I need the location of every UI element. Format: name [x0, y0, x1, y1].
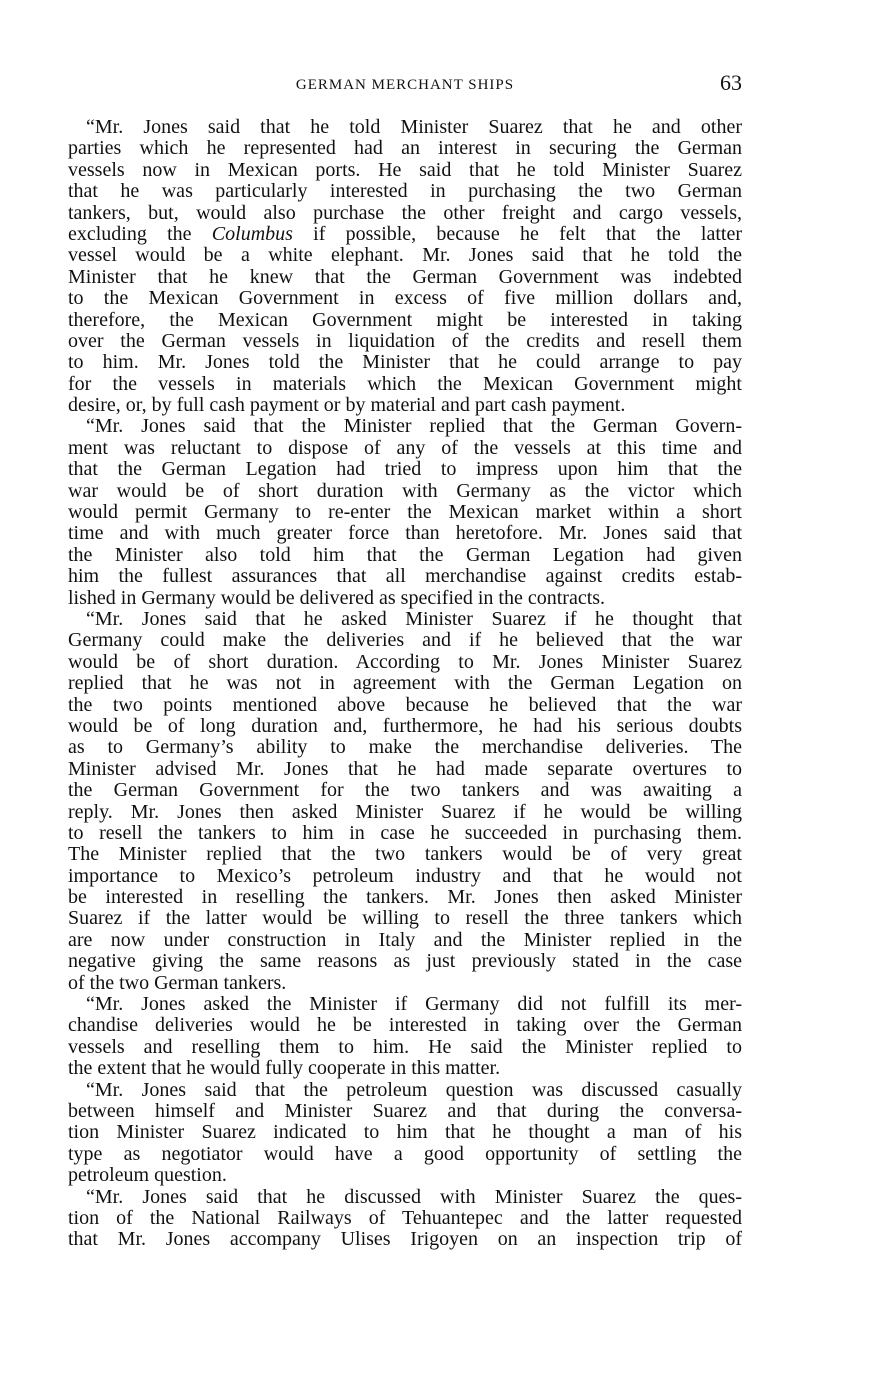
text-line: [68, 138, 742, 159]
text-line: [68, 695, 742, 716]
text-segment: would be of long duration and, furthermore, he had his serious doubts: [68, 714, 742, 737]
paragraph: [68, 994, 742, 1080]
text-line: [68, 160, 742, 181]
text-line: [68, 908, 742, 929]
text-segment: therefore, the Mexican Government might be interested in taking: [68, 308, 742, 331]
text-line: [68, 887, 742, 908]
text-segment: desire, or, by full cash payment or by material and part cash payment.: [68, 394, 626, 417]
text-segment: Suarez if the latter would be willing to resell the three tankers which: [68, 907, 742, 930]
text-line: [68, 1165, 742, 1186]
text-line: [68, 523, 742, 544]
text-segment: the Minister also told him that the German Legation had given: [68, 543, 742, 566]
text-segment: petroleum question.: [68, 1164, 227, 1187]
text-line: [68, 609, 742, 630]
text-segment: the German Government for the two tankers and was awaiting a: [68, 779, 742, 802]
text-line: [68, 331, 742, 352]
text-segment: that Mr. Jones accompany Ulises Irigoyen on an inspection trip of: [68, 1228, 742, 1251]
text-segment: be interested in reselling the tankers. Mr. Jones then asked Minister: [68, 886, 742, 909]
text-segment: negative giving the same reasons as just previously stated in the case: [68, 950, 742, 973]
text-line: [68, 1208, 742, 1229]
text-segment: time and with much greater force than heretofore. Mr. Jones said that: [68, 522, 742, 545]
text-segment: type as negotiator would have a good opportunity of settling the: [68, 1142, 742, 1165]
text-line: [68, 245, 742, 266]
text-segment: reply. Mr. Jones then asked Minister Suarez if he would be willing: [68, 800, 742, 823]
text-line: [68, 395, 742, 416]
text-line: [68, 374, 742, 395]
text-segment: the two points mentioned above because he believed that the war: [68, 693, 742, 716]
paragraph: [68, 1080, 742, 1187]
text-line: [68, 416, 742, 437]
text-segment: tion Minister Suarez indicated to him that he thought a man of his: [68, 1121, 742, 1144]
text-segment: excluding the: [68, 222, 212, 245]
text-line: [68, 203, 742, 224]
text-line: [68, 481, 742, 502]
text-segment: Minister that he knew that the German Government was indebted: [68, 265, 742, 288]
paragraph: [68, 609, 742, 994]
text-segment: “Mr. Jones said that he discussed with Minister Suarez the ques-: [86, 1185, 742, 1208]
text-line: [68, 630, 742, 651]
text-line: [68, 737, 742, 758]
text-segment: ment was reluctant to dispose of any of the vessels at this time and: [68, 436, 742, 459]
text-segment: lished in Germany would be delivered as specified in the contracts.: [68, 586, 606, 609]
body-text: [68, 117, 742, 1251]
text-line: [68, 1058, 742, 1079]
text-segment: “Mr. Jones said that he asked Minister Suarez if he thought that: [86, 607, 742, 630]
text-segment: The Minister replied that the two tankers would be of very great: [68, 843, 742, 866]
text-segment: Germany could make the deliveries and if he believed that the war: [68, 629, 742, 652]
text-line: [68, 1037, 742, 1058]
text-segment: would permit Germany to re-enter the Mexican market within a short: [68, 501, 742, 524]
text-line: [68, 1101, 742, 1122]
text-segment: between himself and Minister Suarez and that during the conversa-: [68, 1099, 742, 1122]
paragraph: [68, 1187, 742, 1251]
text-segment: “Mr. Jones said that the petroleum question was discussed casually: [86, 1078, 742, 1101]
text-line: [68, 288, 742, 309]
text-segment: would be of short duration. According to Mr. Jones Minister Suarez: [68, 650, 742, 673]
text-line: [68, 1015, 742, 1036]
text-segment: “Mr. Jones said that the Minister replied that the German Govern-: [86, 415, 742, 438]
text-line: [68, 759, 742, 780]
text-segment: to him. Mr. Jones told the Minister that he could arrange to pay: [68, 351, 742, 374]
text-segment: “Mr. Jones asked the Minister if Germany did not fulfill its mer-: [86, 993, 742, 1016]
text-segment: Minister advised Mr. Jones that he had made separate overtures to: [68, 757, 742, 780]
page-number: 63: [720, 70, 742, 95]
text-line: [68, 310, 742, 331]
text-segment: that he was particularly interested in purchasing the two German: [68, 180, 742, 203]
text-segment: importance to Mexico’s petroleum industry and that he would not: [68, 864, 742, 887]
text-line: [68, 823, 742, 844]
text-line: [68, 951, 742, 972]
text-line: [68, 673, 742, 694]
text-line: [68, 802, 742, 823]
text-segment: him the fullest assurances that all merchandise against credits estab-: [68, 565, 742, 588]
text-segment: to resell the tankers to him in case he succeeded in purchasing them.: [68, 821, 742, 844]
text-segment: for the vessels in materials which the Mexican Government might: [68, 372, 742, 395]
text-line: [68, 930, 742, 951]
text-line: [68, 502, 742, 523]
text-line: [68, 844, 742, 865]
text-segment: as to Germany’s ability to make the merchandise deliveries. The: [68, 736, 742, 759]
text-line: [68, 566, 742, 587]
text-segment: of the two German tankers.: [68, 971, 287, 994]
text-segment: vessel would be a white elephant. Mr. Jones said that he told the: [68, 244, 742, 267]
text-line: [68, 438, 742, 459]
text-line: [68, 716, 742, 737]
text-line: [68, 459, 742, 480]
paragraph: [68, 416, 742, 609]
text-segment: if possible, because he felt that the latter: [292, 222, 742, 245]
text-segment: replied that he was not in agreement with the German Legation on: [68, 672, 742, 695]
text-line: [68, 994, 742, 1015]
text-line: [68, 267, 742, 288]
text-line: [68, 117, 742, 138]
text-line: [68, 545, 742, 566]
text-line: [68, 181, 742, 202]
ship-name: Columbus: [211, 222, 293, 245]
text-line: [68, 780, 742, 801]
paragraph: [68, 117, 742, 416]
text-line: [68, 1144, 742, 1165]
text-segment: to the Mexican Government in excess of five million dollars and,: [68, 287, 742, 310]
text-segment: tion of the National Railways of Tehuantepec and the latter requested: [68, 1206, 742, 1229]
text-segment: chandise deliveries would he be interested in taking over the German: [68, 1014, 742, 1037]
text-segment: the extent that he would fully cooperate in this matter.: [68, 1057, 501, 1080]
text-segment: “Mr. Jones said that he told Minister Suarez that he and other: [86, 116, 742, 138]
text-line: [68, 1080, 742, 1101]
text-line: [68, 588, 742, 609]
text-segment: vessels and reselling them to him. He said the Minister replied to: [68, 1035, 742, 1058]
text-line: [68, 1229, 742, 1250]
text-segment: war would be of short duration with Germany as the victor which: [68, 479, 742, 502]
text-line: [68, 1122, 742, 1143]
text-segment: parties which he represented had an interest in securing the German: [68, 137, 742, 160]
text-segment: are now under construction in Italy and the Minister replied in the: [68, 928, 742, 951]
text-segment: vessels now in Mexican ports. He said that he told Minister Suarez: [68, 158, 742, 181]
text-line: [68, 1187, 742, 1208]
text-line: [68, 224, 742, 245]
text-line: [68, 352, 742, 373]
text-segment: that the German Legation had tried to impress upon him that the: [68, 458, 742, 481]
running-head-title: GERMAN MERCHANT SHIPS: [295, 77, 515, 93]
text-line: [68, 973, 742, 994]
text-line: [68, 652, 742, 673]
text-segment: over the German vessels in liquidation of the credits and resell them: [68, 329, 742, 352]
running-head: [68, 70, 742, 100]
text-line: [68, 866, 742, 887]
text-segment: tankers, but, would also purchase the other freight and cargo vessels,: [68, 201, 742, 224]
